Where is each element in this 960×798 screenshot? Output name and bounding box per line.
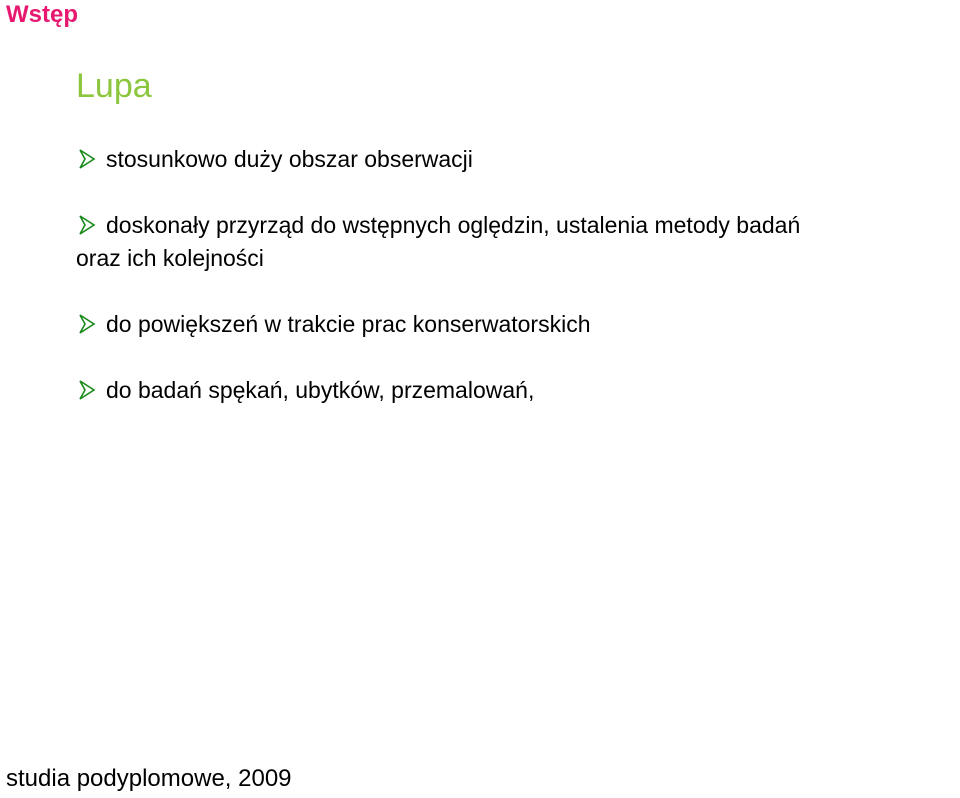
- arrowhead-bullet-icon: [78, 214, 96, 236]
- footer-text: studia podyplomowe, 2009: [6, 765, 292, 792]
- arrowhead-bullet-icon: [78, 148, 96, 170]
- bullet-text: doskonały przyrząd do wstępnych oględzin, ustalenia metody badań: [106, 212, 801, 238]
- section-title: Wstęp: [6, 1, 78, 28]
- bullet-item: [76, 373, 956, 407]
- bullet-item: [76, 142, 956, 176]
- bullet-text-continuation: oraz ich kolejności: [76, 245, 264, 271]
- bullet-item: [76, 208, 956, 275]
- bullet-text: do powiększeń w trakcie prac konserwatorskich: [106, 311, 591, 337]
- arrowhead-bullet-icon: [78, 313, 96, 335]
- slide-title: Lupa: [76, 67, 152, 105]
- bullet-text: do badań spękań, ubytków, przemalowań,: [106, 377, 535, 403]
- arrowhead-bullet-icon: [78, 379, 96, 401]
- bullet-list: [76, 142, 956, 439]
- bullet-text: stosunkowo duży obszar obserwacji: [106, 146, 473, 172]
- bullet-item: [76, 307, 956, 341]
